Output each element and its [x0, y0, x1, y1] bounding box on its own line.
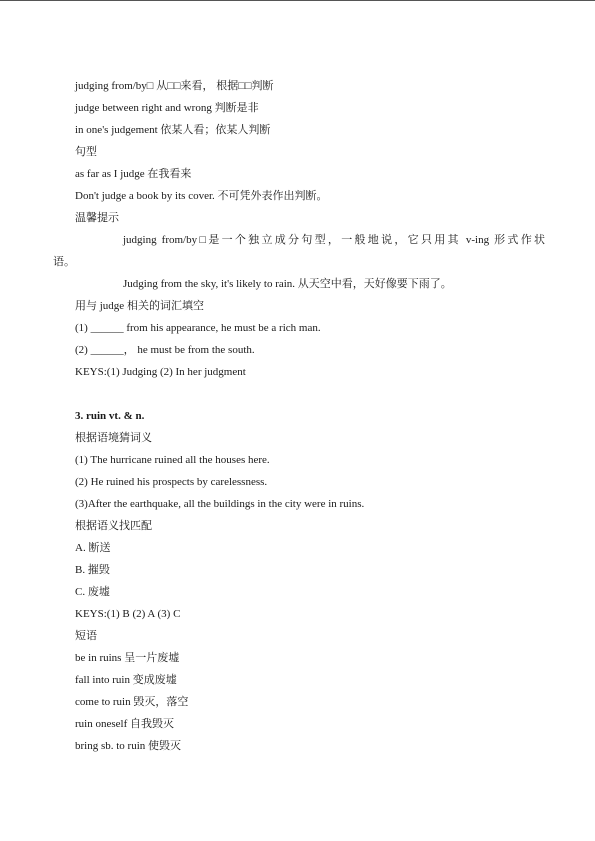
- exercise-instruction: 用与 judge 相关的词汇填空: [75, 300, 204, 312]
- section-label-phrases: 短语: [75, 630, 97, 642]
- top-rule: [0, 0, 595, 1]
- phrase-judging-from: judging from/by□ 从□□来看， 根据□□判断: [75, 80, 274, 92]
- phrase-judge-between: judge between right and wrong 判断是非: [75, 102, 259, 114]
- match-option-c: C. 废墟: [75, 586, 110, 598]
- match-keys: KEYS:(1) B (2) A (3) C: [75, 608, 181, 620]
- exercise-keys: KEYS:(1) Judging (2) In her judgment: [75, 366, 246, 378]
- pattern-dont-judge: Don't judge a book by its cover. 不可凭外表作出判断。: [75, 190, 328, 202]
- section-label-sentence-pattern: 句型: [75, 146, 97, 158]
- exercise-item-2: (2) ______， he must be from the south.: [75, 344, 255, 356]
- tip-text-continued: 语。: [53, 256, 75, 268]
- phrase-fall-into-ruin: fall into ruin 变成废墟: [75, 674, 177, 686]
- section-label-match: 根据语义找匹配: [75, 520, 152, 532]
- context-sentence-2: (2) He ruined his prospects by carelessness.: [75, 476, 268, 488]
- context-sentence-1: (1) The hurricane ruined all the houses here.: [75, 454, 270, 466]
- tip-text: judging from/by□是一个独立成分句型，一般地说，它只用其 v-ing 形式作状: [123, 234, 545, 246]
- context-sentence-3: (3)After the earthquake, all the buildings in the city were in ruins.: [75, 498, 365, 510]
- tip-example: Judging from the sky, it's likely to rain. 从天空中看，天好像要下雨了。: [123, 278, 452, 290]
- phrase-come-to-ruin: come to ruin 毁灭，落空: [75, 696, 189, 708]
- phrase-be-in-ruins: be in ruins 呈一片废墟: [75, 652, 180, 664]
- pattern-as-far-as: as far as I judge 在我看来: [75, 168, 192, 180]
- match-option-b: B. 摧毁: [75, 564, 110, 576]
- word-heading-ruin: 3. ruin vt. & n.: [75, 410, 145, 422]
- section-label-guess-meaning: 根据语境猜词义: [75, 432, 152, 444]
- phrase-ruin-oneself: ruin oneself 自我毁灭: [75, 718, 174, 730]
- blank-line: [0, 383, 595, 405]
- phrase-bring-sb-to-ruin: bring sb. to ruin 使毁灭: [75, 740, 182, 752]
- phrase-in-ones-judgement: in one's judgement 依某人看；依某人判断: [75, 124, 271, 136]
- section-label-tip: 温馨提示: [75, 212, 119, 224]
- exercise-item-1: (1) ______ from his appearance, he must be a rich man.: [75, 322, 321, 334]
- match-option-a: A. 断送: [75, 542, 111, 554]
- document-body: [0, 75, 595, 757]
